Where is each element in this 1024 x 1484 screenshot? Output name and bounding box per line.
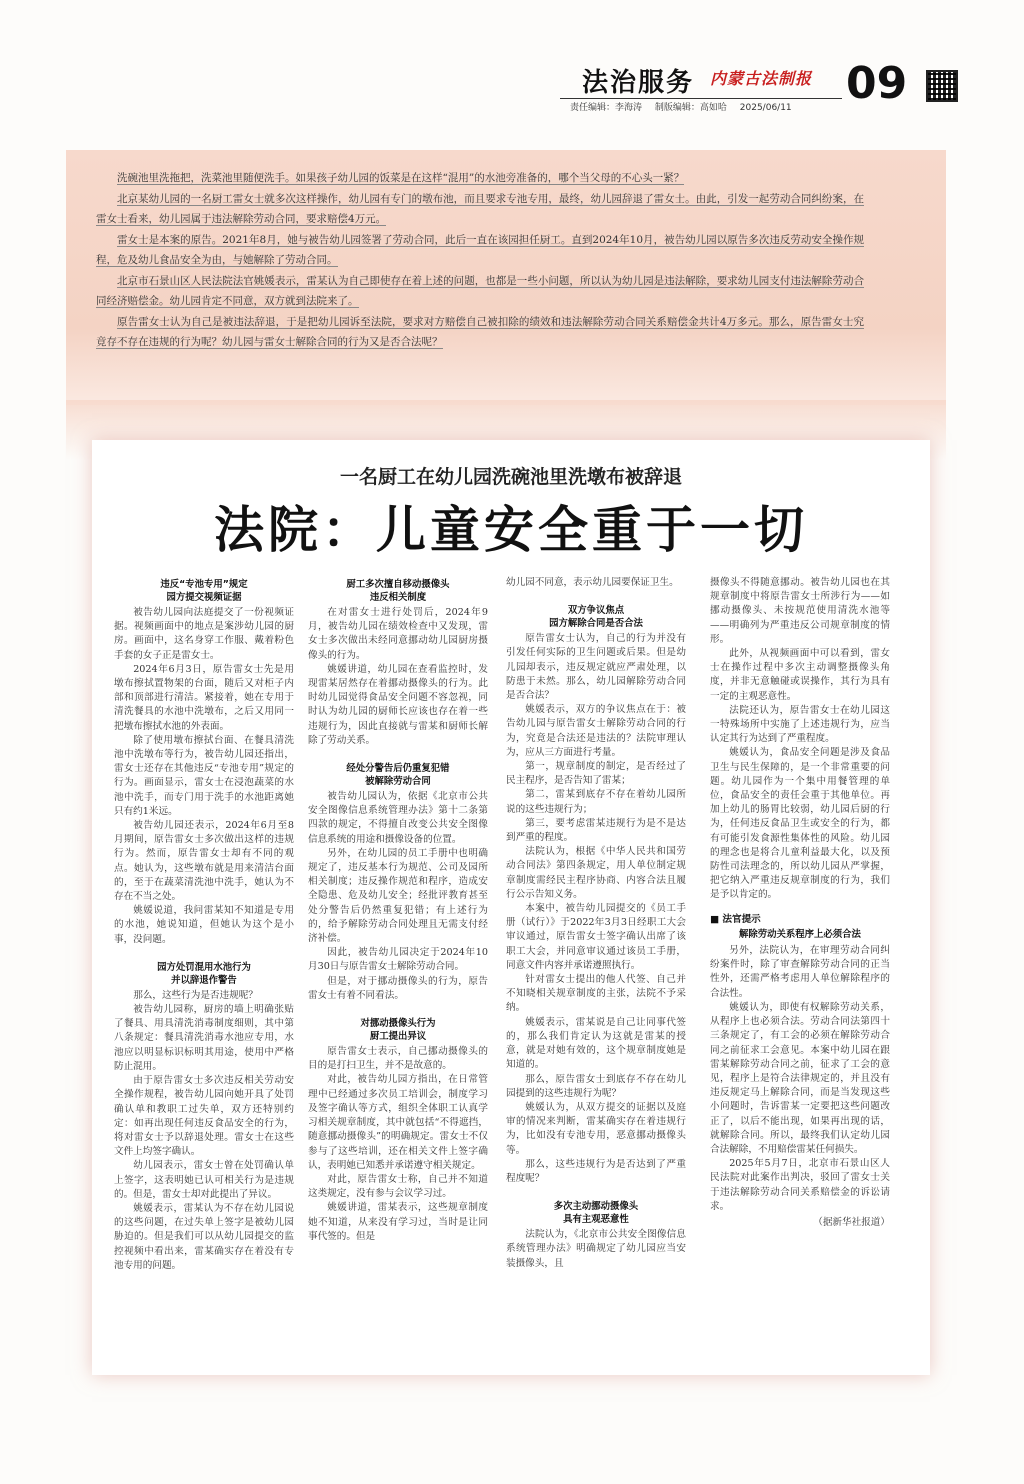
article-headline: 法院：儿童安全重于一切: [214, 501, 808, 559]
paragraph: 幼儿园不同意，表示幼儿园要保证卫生。: [506, 577, 679, 588]
intro-paragraph: 原告雷女士认为自己是被违法辞退，于是把幼儿园诉至法院，要求对方赔偿自己被扣除的绩效和违法解除劳动合同关系赔偿金共计4万多元。那么，原告雷女士究竟存不存在违规的行为呢？幼儿园与雷女士解除合同的行为又是否合法呢？: [96, 315, 864, 348]
paragraph: 法院认为，根据《中华人民共和国劳动合同法》第四条规定，用人单位制定规章制度需经民主程序协商、内容合法且履行公示告知义务。: [506, 846, 686, 900]
editor-credit: 责任编辑：李海涛: [570, 103, 643, 113]
paragraph: 第一，规章制度的制定，是否经过了民主程序，是否告知了雷某；: [506, 761, 686, 787]
subheading: 经处分警告后仍重复犯错 被解除劳动合同: [346, 763, 450, 788]
paragraph: 那么，原告雷女士到底存不存在幼儿园提到的这些违规行为呢？: [506, 1073, 686, 1099]
subheading: 对挪动摄像头行为 厨工提出异议: [360, 1018, 436, 1043]
paragraph: 姚媛认为，食品安全问题是涉及食品卫生与民生保障的，是一个非常重要的问题。幼儿园作为一个集中用餐管理的单位，食品安全的责任会重于其他单位。再加上幼儿的肠胃比较弱，幼儿园后厨的行为，任何违反食品卫生或安全的行为，都有可能引发食源性集体性的风险。幼儿园的理念也是将合儿童利益最大化，以及预防性司法理念的，所以幼儿园从严掌握，把它纳入严重违反规章制度的行为，我们是予以肯定的。: [710, 747, 890, 901]
paragraph: 被告幼儿园认为，依据《北京市公共安全图像信息系统管理办法》第十二条第四款的规定，不得擅自改变公共安全图像信息系统的用途和摄像设备的位置。: [308, 791, 488, 845]
paragraph: 被告幼儿园称，厨房的墙上明确张贴了餐具、用具清洗消毒制度细则，其中第八条规定：餐具清洗消毒水池应专用，水池应以明显标识标明其用途，使用中严格防止混用。: [114, 1004, 294, 1072]
paragraph: 姚媛认为，从双方提交的证据以及庭审的情况来判断，雷某确实存在着违规行为，比如没有专池专用，恶意挪动摄像头等。: [506, 1101, 686, 1156]
paragraph: 姚媛讲道，雷某表示，这些规章制度她不知道，从来没有学习过，当时是让同事代签的。但是: [308, 1202, 488, 1242]
intro-paragraph: 雷女士是本案的原告。2021年8月，她与被告幼儿园签署了劳动合同，此后一直在该园担任厨工。直到2024年10月，被告幼儿园以原告多次违反劳动安全操作规程，危及幼儿食品安全为由，与她解除了劳动合同。: [96, 233, 864, 266]
paragraph: 但是，对于挪动摄像头的行为，原告雷女士有着不同看法。: [308, 975, 488, 1001]
paragraph: 姚媛表示，雷某说是自己让同事代签的，那么我们肯定认为这就是雷某的授意，就是对她有效的，这个规章制度她是知道的。: [506, 1016, 686, 1071]
paragraph: 摄像头不得随意挪动。被告幼儿园也在其规章制度中将原告雷女士所涉行为——如挪动摄像头、未按规范使用清洗水池等——明确列为严重违反公司规章制度的情形。: [710, 577, 890, 645]
paragraph: 针对雷女士提出的他人代签、自己并不知晓相关规章制度的主张，法院不予采纳。: [506, 974, 686, 1014]
intro-paragraph: 洗碗池里洗拖把，洗菜池里随便洗手。如果孩子幼儿园的饭菜是在这样“混用”的水池旁准备的，哪个当父母的不心头一紧？: [117, 172, 685, 184]
paragraph: 第三，要考虑雷某违规行为是不是达到严重的程度。: [506, 817, 686, 844]
paragraph: 那么，这些行为是否违规呢？: [133, 989, 258, 1001]
subheading: 园方处罚混用水池行为 并以辞退作警告: [157, 961, 251, 986]
article-column-2: [308, 576, 488, 1244]
masthead: [560, 58, 940, 118]
section-name: 法治服务: [582, 68, 695, 98]
judge-tip-heading: ■ 法官提示: [710, 913, 761, 925]
qr-code-icon[interactable]: [926, 70, 958, 102]
header-meta: [570, 100, 802, 113]
article-column-1: [114, 576, 294, 1273]
paragraph: 对此，原告雷女士称，自己并不知道这类规定，没有参与会议学习过。: [308, 1173, 488, 1200]
paragraph: 法院还认为，原告雷女士在幼儿园这一特殊场所中实施了上述违规行为，应当认定其行为达到了严重程度。: [710, 704, 890, 745]
article-column-3: [506, 576, 686, 1271]
layout-editor-credit: 制版编辑：高如哈: [654, 103, 727, 113]
paragraph: 原告雷女士表示，自己挪动摄像头的目的是打扫卫生，并不是故意的。: [308, 1046, 488, 1072]
paragraph: 被告幼儿园向法庭提交了一份视频证据。视频画面中的地点是案涉幼儿园的厨房。画面中，这名身穿工作服、戴着粉色手套的女子正是雷女士。: [114, 607, 294, 661]
paragraph: 姚媛表示，雷某认为不存在幼儿园说的这些问题，在过失单上签字是被幼儿园胁迫的。但是我们可以从幼儿园提交的监控视频中看出来，雷某确实存在着没有专池专用的问题。: [114, 1202, 294, 1271]
paragraph: 2024年6月3日，原告雷女士先是用墩布擦拭置物架的台面，随后又对柜子内部和顶部进行清洁。紧接着，她在专用于清洗餐具的水池中洗墩布，之后又用同一把墩布擦拭水池的外表面。: [114, 663, 294, 732]
paragraph: 那么，这些违规行为是否达到了严重程度呢？: [506, 1158, 686, 1184]
paragraph: 第二，雷某到底存不存在着幼儿园所说的这些违规行为；: [506, 789, 686, 815]
paragraph: 另外，法院认为，在审理劳动合同纠纷案件时，除了审查解除劳动合同的正当性外，还需严格考虑用人单位解除程序的合法性。: [710, 945, 890, 999]
paragraph: 另外，在幼儿园的员工手册中也明确规定了，违反基本行为规范、公司及园所相关制度；违反操作规范和程序，造成安全隐患、危及幼儿安全；经批评教育甚至处分警告后仍然重复犯错；有上述行为的，给予解除劳动合同处理且无需支付经济补偿。: [308, 847, 488, 945]
paragraph: 此外，从视频画面中可以看到，雷女士在操作过程中多次主动调整摄像头角度，并非无意触碰或误操作，其行为具有一定的主观恶意性。: [710, 648, 890, 702]
subheading: 厨工多次擅自移动摄像头 违反相关制度: [346, 579, 450, 603]
newspaper-logo: 内蒙古法制报: [710, 69, 813, 88]
paragraph: 姚媛说道，我问雷某知不知道是专用的水池，她说知道，但她认为这个是小事，没问题。: [114, 905, 294, 945]
article-kicker: 一名厨工在幼儿园洗碗池里洗墩布被辞退: [339, 466, 682, 488]
paragraph: 姚媛讲道，幼儿园在查看监控时，发现雷某居然存在着挪动摄像头的行为。此时幼儿园觉得食品安全问题不容忽视，同时认为幼儿园的厨师长应该也存在着一些违规行为，因此直接就与雷某和厨师长解除了劳动关系。: [308, 663, 488, 746]
judge-tip-subheading: 解除劳动关系程序上必须合法: [739, 928, 861, 940]
paragraph: 姚媛认为，即使有权解除劳动关系，从程序上也必须合法。劳动合同法第四十三条规定了，有工会的必须在解除劳动合同之前征求工会意见。本案中幼儿园在跟雷某解除劳动合同之前，征求了工会的意见，程序上是符合法律规定的，并且没有违反规定马上解除合同，而是当发现这些小问题时，告诉雷某一定要把这些问题改正了，以后不能出现，如果再出现的话，就解除合同。所以，最终我们认定幼儿园合法解除，不用赔偿雷某任何损失。: [710, 1001, 890, 1155]
header-rule: [560, 98, 842, 99]
paragraph: 除了使用墩布擦拭台面、在餐具清洗池中洗墩布等行为，被告幼儿园还指出，雷女士还存在其他违反“专池专用”规定的行为。画面显示，雷女士在浸泡蔬菜的水池中洗手，而专门用于洗手的水池距离她只有约1米远。: [114, 734, 294, 817]
subheading: 违反“专池专用”规定 园方提交视频证据: [160, 579, 248, 603]
paragraph: 被告幼儿园还表示，2024年6月至8月期间，原告雷女士多次做出这样的违规行为。然而，原告雷女士却有不同的观点。她认为，这些墩布就是用来清洁台面的，至于在蔬菜清洗池中洗手，她认为不存在不当之处。: [114, 820, 294, 903]
issue-date: 2025/06/11: [739, 103, 792, 113]
paragraph: 幼儿园表示，雷女士曾在处罚确认单上签字，这表明她已认可相关行为是违规的。但是，雷女士却对此提出了异议。: [114, 1160, 294, 1200]
intro-paragraph: 北京市石景山区人民法院法官姚媛表示，雷某认为自己即使存在着上述的问题，也都是一些小问题，所以认为幼儿园是违法解除，要求幼儿园支付违法解除劳动合同经济赔偿金。幼儿园肯定不同意，双方就到法院来了。: [96, 274, 864, 307]
intro-text: [96, 168, 864, 353]
paragraph: 由于原告雷女士多次违反相关劳动安全操作规程，被告幼儿园向她开具了处罚确认单和教职工过失单，双方还特别约定：如再出现任何违反食品安全的行为，将对雷女士予以辞退处理。雷女士在这些文件上均签字确认。: [114, 1075, 294, 1158]
paragraph: 对此，被告幼儿园方指出，在日常管理中已经通过多次员工培训会，制度学习及签字确认等方式，组织全体职工认真学习相关规章制度，其中就包括“不得遮挡，随意挪动摄像头”的明确规定。雷女士不仅参与了这些培训，还在相关文件上签字确认，表明她已知悉并承诺遵守相关规定。: [308, 1074, 488, 1171]
subheading: 多次主动挪动摄像头 具有主观恶意性: [553, 1201, 639, 1226]
page-number: 09: [846, 58, 908, 109]
paragraph: 本案中，被告幼儿园提交的《员工手册（试行）》于2022年3月3日经职工大会审议通过，原告雷女士签字确认出席了该职工大会，并同意审议通过该员工手册，同意文件内容并承诺遵照执行。: [506, 903, 686, 971]
paragraph: 2025年5月7日，北京市石景山区人民法院对此案作出判决，驳回了雷女士关于违法解除劳动合同关系赔偿金的诉讼请求。: [710, 1158, 890, 1212]
intro-paragraph: 北京某幼儿园的一名厨工雷女士就多次这样操作，幼儿园有专门的墩布池，而且要求专池专用，最终，幼儿园辞退了雷女士。由此，引发一起劳动合同纠纷案，在雷女士看来，幼儿园属于违法解除劳动合同，要求赔偿4万元。: [96, 192, 864, 225]
paragraph: 因此，被告幼儿园决定于2024年10月30日与原告雷女士解除劳动合同。: [308, 947, 488, 973]
paragraph: 在对雷女士进行处罚后，2024年9月，被告幼儿园在绩效检查中又发现，雷女士多次做出未经同意挪动幼儿园厨房摄像头的行为。: [308, 607, 488, 661]
paragraph: 姚媛表示，双方的争议焦点在于：被告幼儿园与原告雷女士解除劳动合同的行为，究竟是合法还是违法的？法院审理认为，应从三方面进行考量。: [506, 704, 686, 758]
paragraph: 法院认为，《北京市公共安全图像信息系统管理办法》明确规定了幼儿园应当安装摄像头，且: [506, 1229, 686, 1269]
article-column-4: [710, 576, 890, 1230]
paragraph: 原告雷女士认为，自己的行为并没有引发任何实际的卫生问题或后果。但是幼儿园却表示，违反规定就应严肃处理，以防患于未然。那么，幼儿园解除劳动合同是否合法？: [506, 633, 686, 702]
subheading: 双方争议焦点 园方解除合同是否合法: [549, 605, 643, 630]
source-credit: （据新华社报道）: [813, 1216, 890, 1228]
